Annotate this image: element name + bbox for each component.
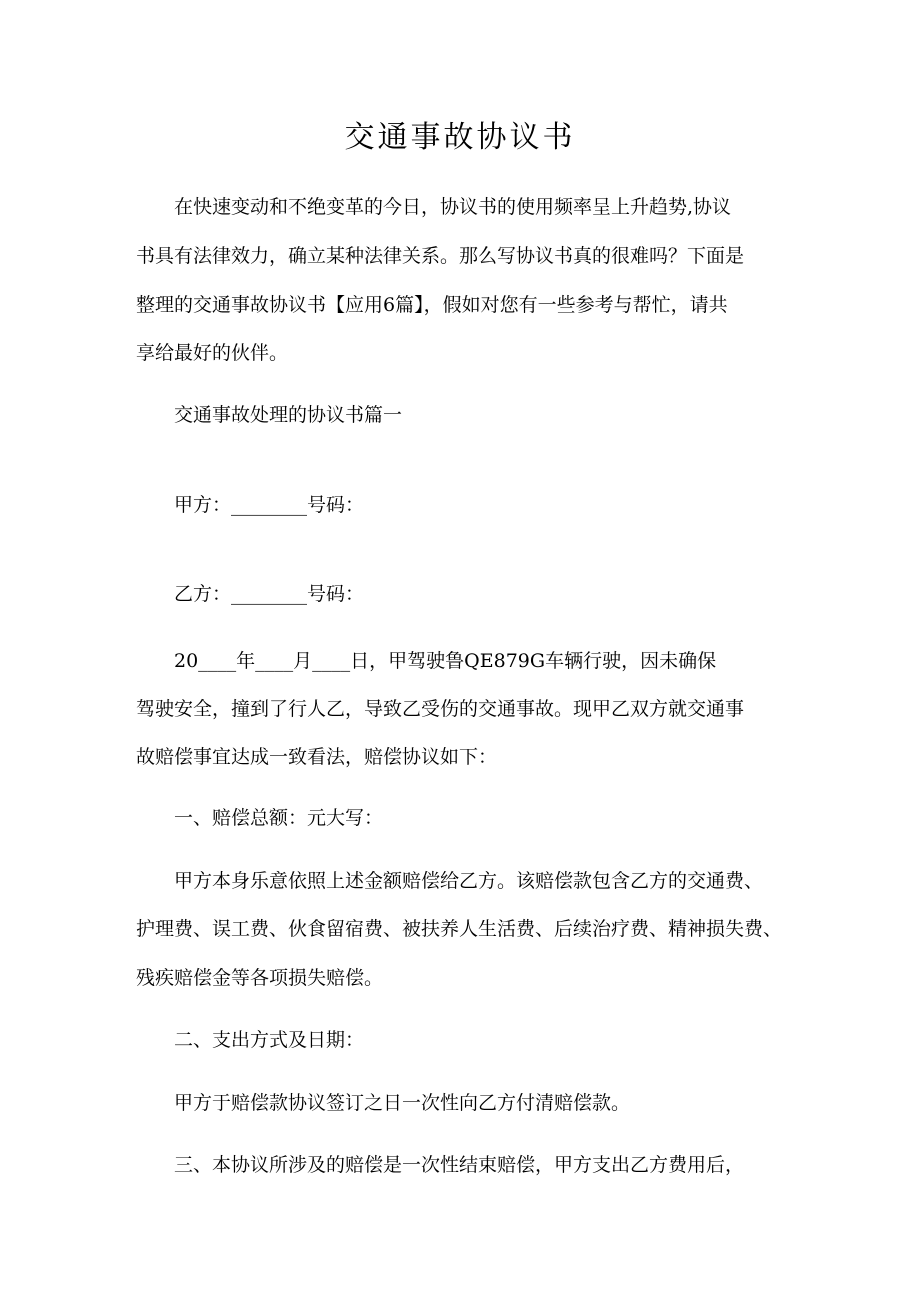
- clause-1-heading: 一、赔偿总额：元大写：: [136, 807, 384, 829]
- intro-line-2: 书具有法律效力，确立某种法律关系。那么写协议书真的很难吗？下面是: [136, 245, 745, 267]
- accident-line-3: 故赔偿事宜达成一致看法，赔偿协议如下：: [136, 746, 498, 768]
- party-b-line: 乙方：________号码：: [136, 583, 365, 605]
- clause-1-line-2: 护理费、误工费、伙食留宿费、被扶养人生活费、后续治疗费、精神损失费、: [136, 918, 783, 940]
- clause-3-text: 三、本协议所涉及的赔偿是一次性结束赔偿，甲方支出乙方费用后，: [136, 1154, 745, 1176]
- clause-2-text: 甲方于赔偿款协议签订之日一次性向乙方付清赔偿款。: [136, 1092, 631, 1114]
- accident-line-1: 20____年____月____日，甲驾驶鲁QE879G车辆行驶，因未确保: [136, 650, 717, 672]
- section-heading: 交通事故处理的协议书篇一: [136, 404, 403, 426]
- accident-line-2: 驾驶安全，撞到了行人乙，导致乙受伤的交通事故。现甲乙双方就交通事: [136, 698, 745, 720]
- party-a-line: 甲方：________号码：: [136, 494, 365, 516]
- document-title: 交通事故协议书: [344, 120, 576, 155]
- intro-line-3: 整理的交通事故协议书【应用6篇】，假如对您有一些参考与帮忙，请共: [136, 294, 728, 316]
- intro-line-1: 在快速变动和不绝变革的今日，协议书的使用频率呈上升趋势,协议: [136, 196, 732, 218]
- intro-line-4: 享给最好的伙伴。: [136, 342, 289, 364]
- clause-1-line-1: 甲方本身乐意依照上述金额赔偿给乙方。该赔偿款包含乙方的交通费、: [136, 870, 764, 892]
- clause-1-line-3: 残疾赔偿金等各项损失赔偿。: [136, 967, 384, 989]
- clause-2-heading: 二、支出方式及日期：: [136, 1029, 365, 1051]
